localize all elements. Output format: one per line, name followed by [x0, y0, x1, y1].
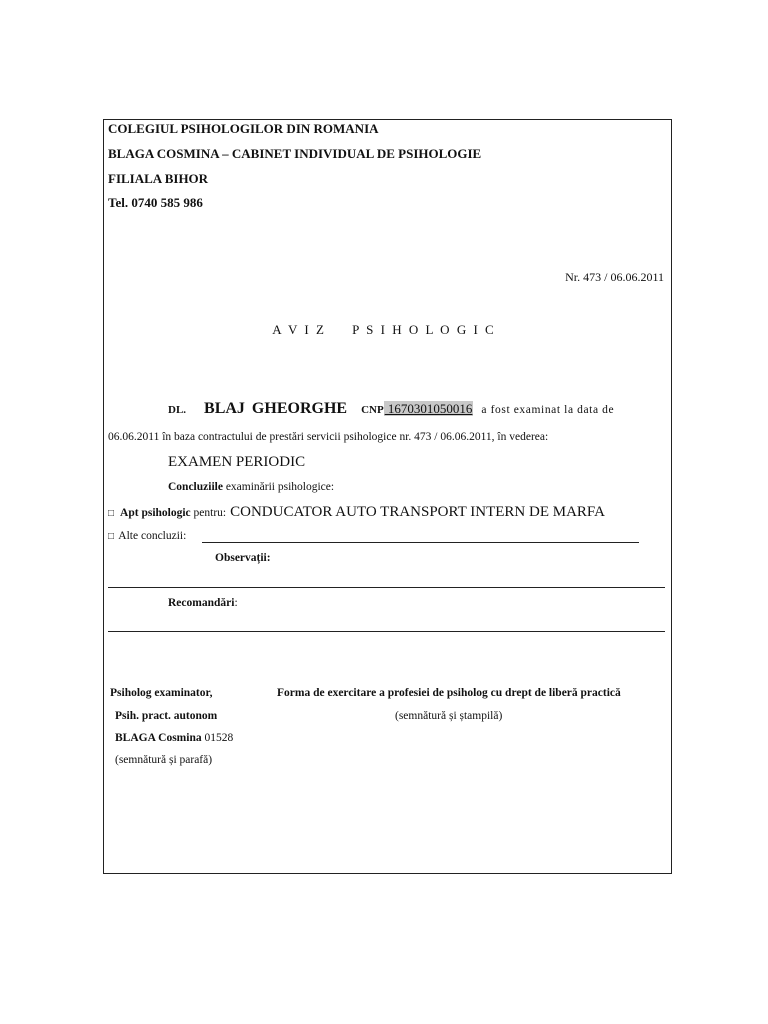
subject-examined-text: a fost examinat la data de	[481, 404, 615, 416]
examiner-title: Psiholog examinator,	[110, 687, 213, 699]
subject-line	[168, 400, 665, 418]
conclusions-label-bold: Concluziile	[168, 481, 223, 493]
practice-form-label: Forma de exercitare a profesiei de psiholog cu drept de liberă practică	[277, 687, 621, 699]
other-conclusions-underline	[202, 542, 639, 543]
document-number: Nr. 473 / 06.06.2011	[565, 270, 664, 284]
other-checkbox-icon[interactable]: □	[108, 531, 115, 542]
examiner-code: 01528	[201, 732, 234, 744]
apt-value: CONDUCATOR AUTO TRANSPORT INTERN DE MARFA	[230, 504, 605, 520]
cnp-label: CNP	[361, 404, 384, 416]
recommendations-row	[168, 597, 238, 609]
recommendations-line	[108, 631, 665, 632]
other-conclusions-label: Alte concluzii:	[118, 530, 187, 542]
stamp-signature-note: (semnătură și ștampilă)	[395, 710, 503, 722]
apt-checkbox-icon[interactable]: □	[108, 508, 115, 519]
subject-contract-text: 06.06.2011 în baza contractului de prestări servicii psihologice nr. 473 / 06.06.2011, în vederea:	[108, 431, 549, 443]
subject-name: BLAJ GHEORGHE	[204, 400, 348, 417]
conclusions-label-rest: examinării psihologice:	[222, 481, 335, 493]
header-branch: FILIALA BIHOR	[108, 171, 209, 186]
examiner-signature-note: (semnătură și parafă)	[115, 754, 213, 766]
examiner-position: Psih. pract. autonom	[115, 710, 218, 722]
header-phone: Tel. 0740 585 986	[108, 195, 203, 210]
document-title: A V I Z P S I H O L O G I C	[272, 322, 496, 337]
cnp-value: 1670301050016	[384, 401, 473, 416]
apt-line	[108, 503, 605, 521]
recommendations-colon: :	[234, 597, 238, 609]
conclusions-label	[168, 481, 334, 493]
apt-label: Apt psihologic	[120, 507, 191, 519]
observations-label: Observații:	[215, 552, 271, 564]
observations-line	[108, 587, 665, 588]
exam-type: EXAMEN PERIODIC	[168, 454, 306, 470]
examiner-name: BLAGA Cosmina	[115, 732, 202, 744]
subject-prefix: DL.	[168, 404, 187, 416]
header-college: COLEGIUL PSIHOLOGILOR DIN ROMANIA	[108, 121, 379, 136]
header-cabinet: BLAGA COSMINA – CABINET INDIVIDUAL DE PSIHOLOGIE	[108, 146, 482, 161]
recommendations-label: Recomandări	[168, 597, 235, 609]
examiner-name-line	[115, 732, 233, 744]
other-conclusions-line	[108, 530, 186, 542]
apt-pentru: pentru:	[190, 507, 227, 519]
